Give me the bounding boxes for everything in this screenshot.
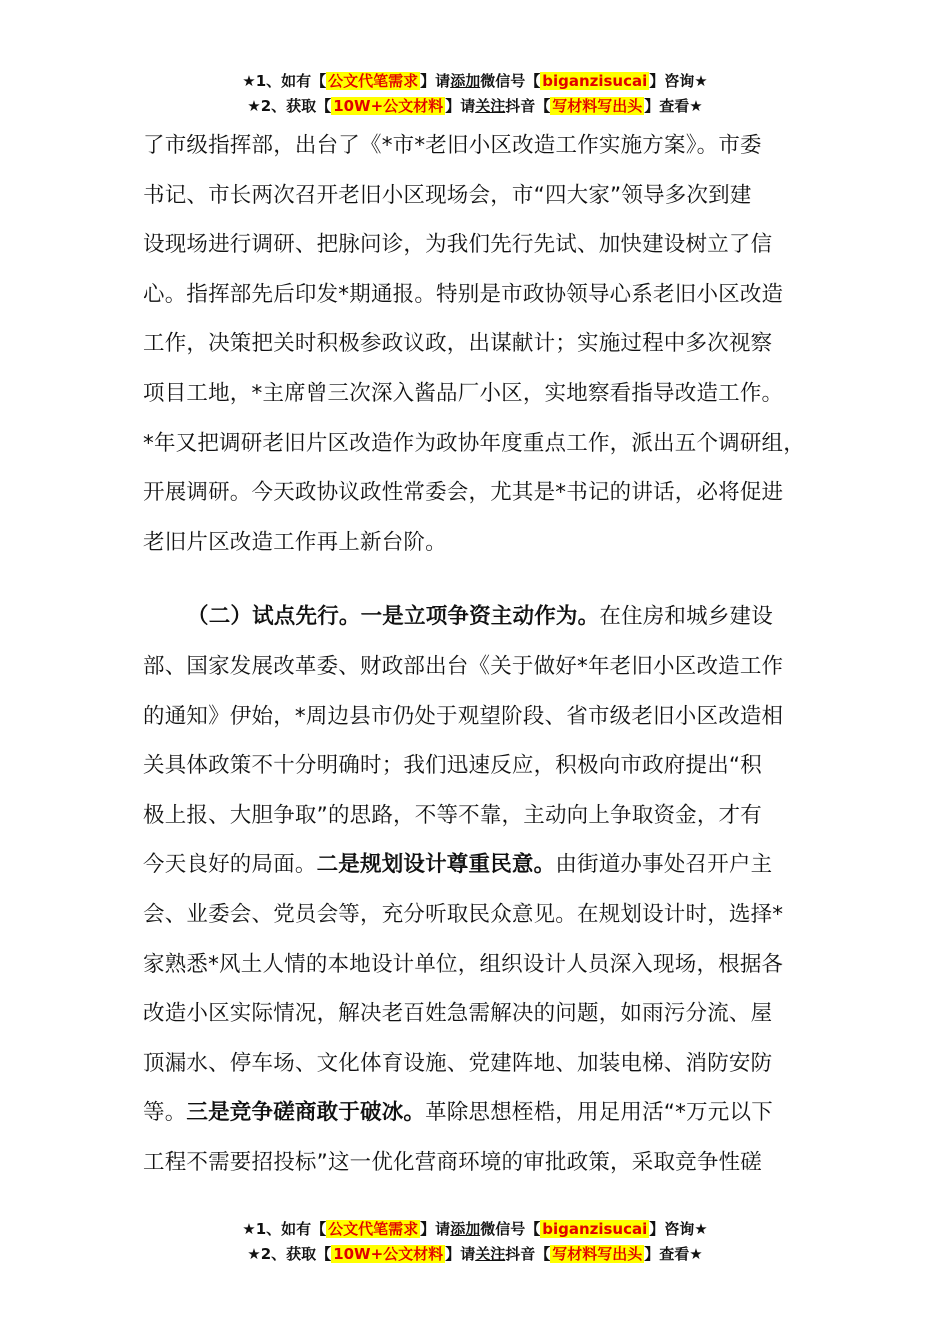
footer-banner [0,1217,950,1267]
text-line: 心。指挥部先后印发*期通报。特别是市政协领导心系老旧小区改造 [143,281,784,307]
highlight-douyin: 写材料写出头 [552,1245,643,1263]
text-line: 工作，决策把关时积极参政议政，出谋献计；实施过程中多次视察 [143,331,773,357]
subheading-3: 三是竞争磋商敢于破冰。 [186,1100,426,1126]
text-line: 项目工地，*主席曾三次深入酱品厂小区，实地察看指导改造工作。 [143,380,784,406]
text-line: 设现场进行调研、把脉问诊，为我们先行先试、加快建设树立了信 [143,232,773,258]
text-line: 的通知》伊始，*周边县市仍处于观望阶段、省市级老旧小区改造相 [143,703,784,729]
text-line: 老旧片区改造工作再上新台阶。 [143,529,447,555]
banner-text: 微信号【 [480,72,541,90]
banner-text: 抖音【 [505,1245,551,1263]
text-line: 开展调研。今天政协议政性常委会，尤其是*书记的讲话，必将促进 [143,480,784,506]
text-line: 书记、市长两次召开老旧小区现场会，市“四大家”领导多次到建 [143,182,752,208]
banner-text: ★2、获取【 [247,97,332,115]
banner-text: 】请 [445,97,476,115]
banner-text: 】请 [445,1245,476,1263]
banner-text: 】咨询★ [649,1220,708,1238]
highlight-service: 公文代笔需求 [328,72,419,90]
highlight-service: 公文代笔需求 [328,1220,419,1238]
banner-text: 】咨询★ [649,72,708,90]
text-run: 今天良好的局面。 [143,852,317,878]
text-line [143,840,823,890]
banner-underline: 添加 [450,1220,481,1238]
text-line: 改造小区实际情况，解决老百姓急需解决的问题，如雨污分流、屋 [143,1001,773,1027]
text-run: 由街道办事处召开户主 [555,852,773,878]
text-line: 家熟悉*风土人情的本地设计单位，组织设计人员深入现场，根据各 [143,951,784,977]
text-line: 极上报、大胆争取”的思路，不等不靠，主动向上争取资金，才有 [143,802,762,828]
subheading-2: 二是规划设计尊重民意。 [316,852,556,878]
banner-text: 抖音【 [505,97,551,115]
highlight-wechat-id: biganzisucai [542,72,648,90]
document-body [143,121,823,1187]
banner-underline: 关注 [475,97,506,115]
text-line: 顶漏水、停车场、文化体育设施、党建阵地、加装电梯、消防安防 [143,1050,773,1076]
banner-text: 】请 [420,72,451,90]
text-line: 工程不需要招投标”这一优化营商环境的审批政策，采取竞争性磋 [143,1149,762,1175]
banner-text: 】请 [420,1220,451,1238]
banner-text: 】查看★ [644,97,703,115]
paragraph-spacer [143,567,823,592]
text-line [143,1088,823,1138]
text-line: 了市级指挥部，出台了《*市*老旧小区改造工作实施方案》。市委 [143,133,762,158]
banner-text: ★1、如有【 [242,72,327,90]
highlight-douyin: 写材料写出头 [552,97,643,115]
section-heading: （二）试点先行。一是立项争资主动作为。 [187,604,600,630]
text-run: 革除思想桎梏，用足用活“*万元以下 [425,1100,773,1126]
banner-underline: 关注 [475,1245,506,1263]
highlight-wechat-id: biganzisucai [542,1220,648,1238]
highlight-materials: 10W+公文材料 [333,97,444,115]
text-line [143,592,823,642]
banner-line-1 [0,69,950,94]
text-line: *年又把调研老旧片区改造作为政协年度重点工作，派出五个调研组， [143,430,805,456]
banner-line-2 [0,1242,950,1267]
text-line: 部、国家发展改革委、财政部出台《关于做好*年老旧小区改造工作 [143,653,784,679]
banner-line-1 [0,1217,950,1242]
banner-text: 】查看★ [644,1245,703,1263]
text-line: 关具体政策不十分明确时；我们迅速反应，积极向市政府提出“积 [143,753,762,779]
banner-text: 微信号【 [480,1220,541,1238]
paragraph-2 [143,592,823,1187]
header-banner [0,69,950,119]
text-line: 会、业委会、党员会等，充分听取民众意见。在规划设计时，选择* [143,901,784,927]
banner-text: ★2、获取【 [247,1245,332,1263]
highlight-materials: 10W+公文材料 [333,1245,444,1263]
text-run: 等。 [143,1100,187,1126]
banner-text: ★1、如有【 [242,1220,327,1238]
text-run: 在住房和城乡建设 [599,604,773,630]
paragraph-1 [143,121,823,567]
banner-underline: 添加 [450,72,481,90]
banner-line-2 [0,94,950,119]
